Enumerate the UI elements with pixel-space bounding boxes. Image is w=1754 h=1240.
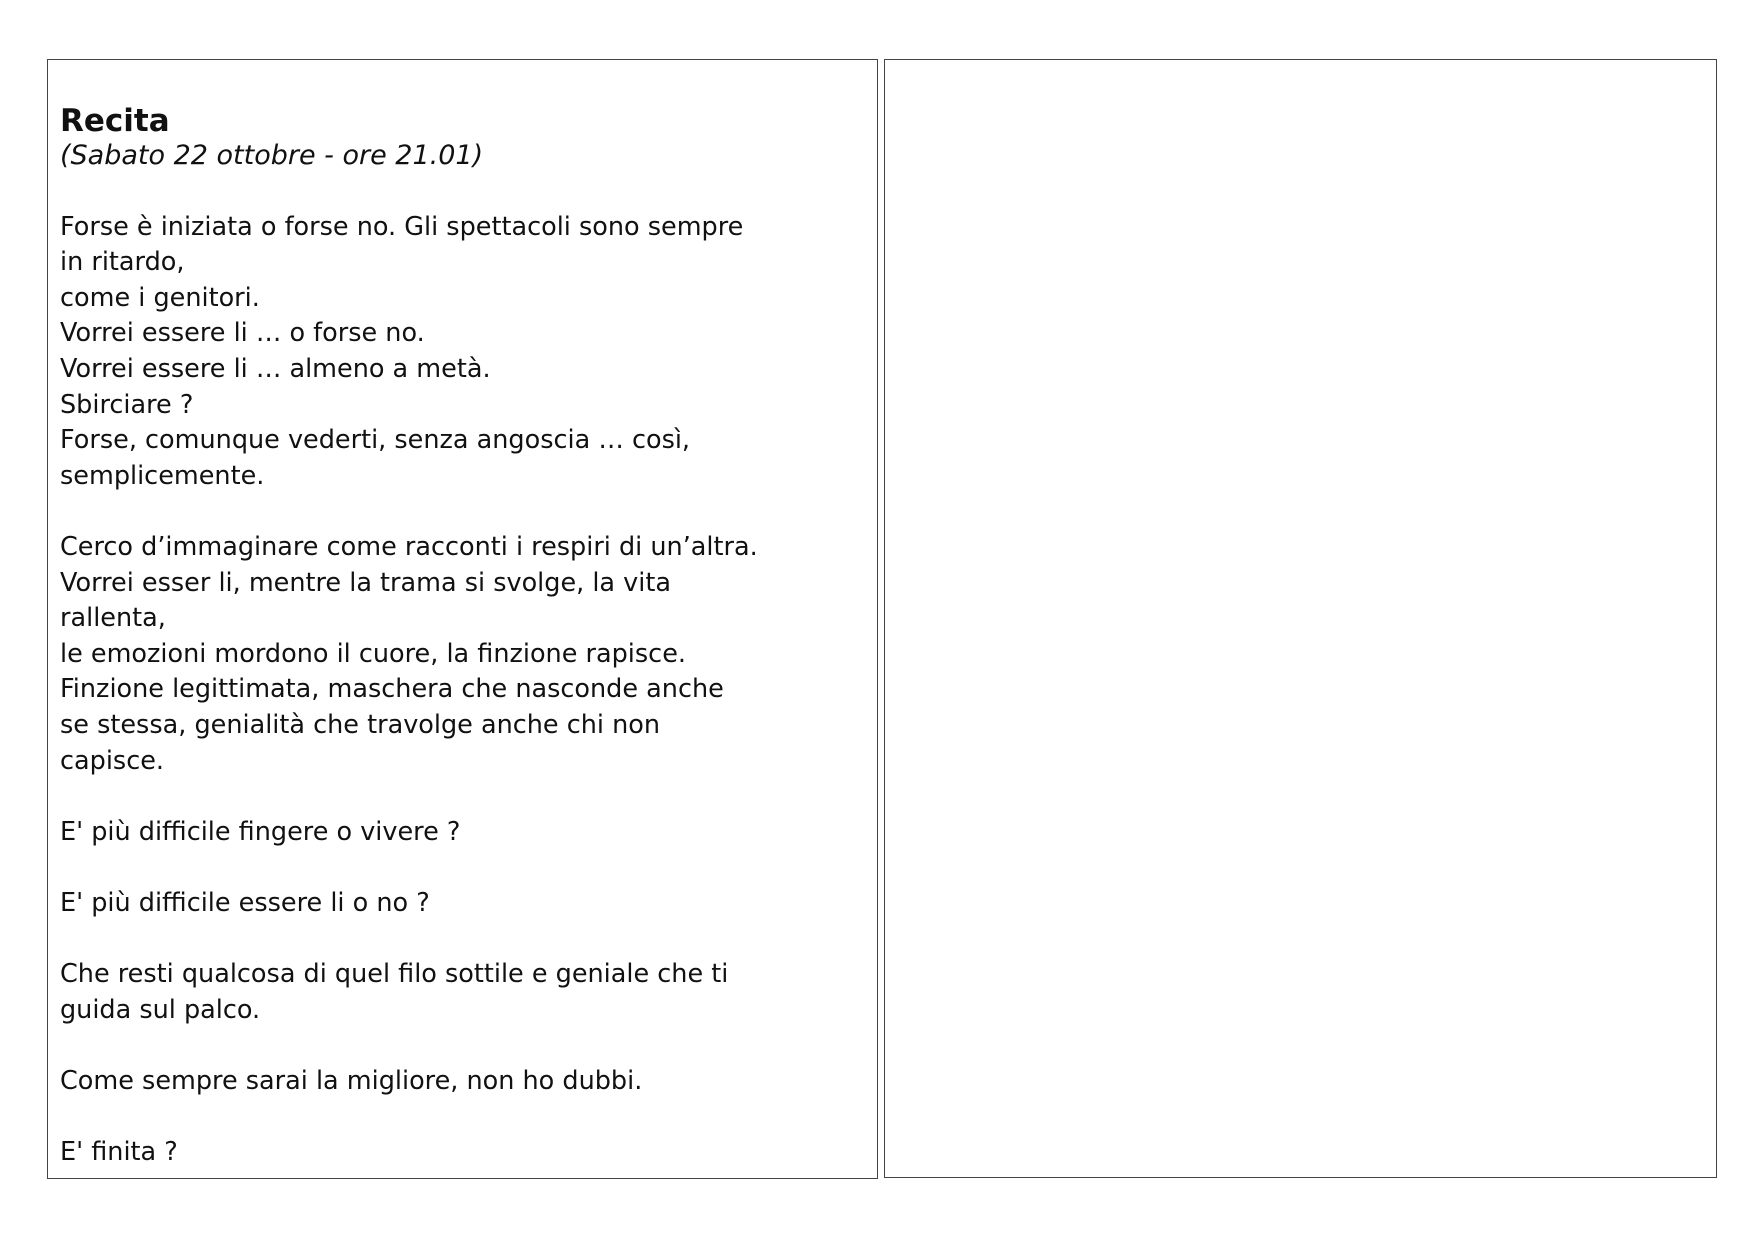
text-line: Finzione legittimata, maschera che nasconde anche <box>60 674 724 705</box>
paragraph-1 <box>60 210 868 495</box>
text-line: se stessa, genialità che travolge anche chi non <box>60 709 661 740</box>
text-line: Vorrei esser li, mentre la trama si svolge, la vita <box>60 567 671 598</box>
poem-date-subtitle: (Sabato 22 ottobre - ore 21.01) <box>60 140 484 171</box>
text-line: Vorrei essere li … almeno a metà. <box>60 353 491 384</box>
text-line: in ritardo, <box>60 247 185 278</box>
paragraph-spacer <box>60 779 868 815</box>
text-line: Forse, comunque vederti, senza angoscia … così, <box>60 425 691 456</box>
text-line: Sbirciare ? <box>60 389 194 420</box>
paragraph-spacer <box>60 921 868 957</box>
right-empty-panel <box>884 59 1717 1178</box>
paragraph-3 <box>60 815 868 851</box>
text-line: Cerco d’immaginare come racconti i respiri di un’altra. <box>60 531 758 562</box>
text-line: le emozioni mordono il cuore, la finzione rapisce. <box>60 638 686 669</box>
paragraph-2 <box>60 530 868 779</box>
paragraph-spacer <box>60 174 868 210</box>
text-line: rallenta, <box>60 603 166 634</box>
paragraph-spacer <box>60 1099 868 1135</box>
text-line: E' finita ? <box>60 1137 178 1168</box>
text-line: E' più difficile essere li o no ? <box>60 887 430 918</box>
text-line: semplicemente. <box>60 460 265 491</box>
text-line: capisce. <box>60 745 165 776</box>
paragraph-spacer <box>60 1028 868 1064</box>
paragraph-5 <box>60 957 868 1028</box>
paragraph-6 <box>60 1064 868 1100</box>
paragraph-spacer <box>60 494 868 530</box>
paragraph-7 <box>60 1135 868 1171</box>
left-text-panel <box>47 59 878 1179</box>
paragraph-spacer <box>60 850 868 886</box>
poem-content <box>60 104 868 1171</box>
text-line: Vorrei essere li … o forse no. <box>60 318 425 349</box>
text-line: guida sul palco. <box>60 994 261 1025</box>
text-line: Forse è iniziata o forse no. Gli spettacoli sono sempre <box>60 211 744 242</box>
text-line: come i genitori. <box>60 282 260 313</box>
poem-title: Recita <box>60 103 170 139</box>
text-line: E' più difficile fingere o vivere ? <box>60 816 461 847</box>
text-line: Come sempre sarai la migliore, non ho dubbi. <box>60 1065 643 1096</box>
paragraph-4 <box>60 886 868 922</box>
text-line: Che resti qualcosa di quel filo sottile e geniale che ti <box>60 959 729 990</box>
